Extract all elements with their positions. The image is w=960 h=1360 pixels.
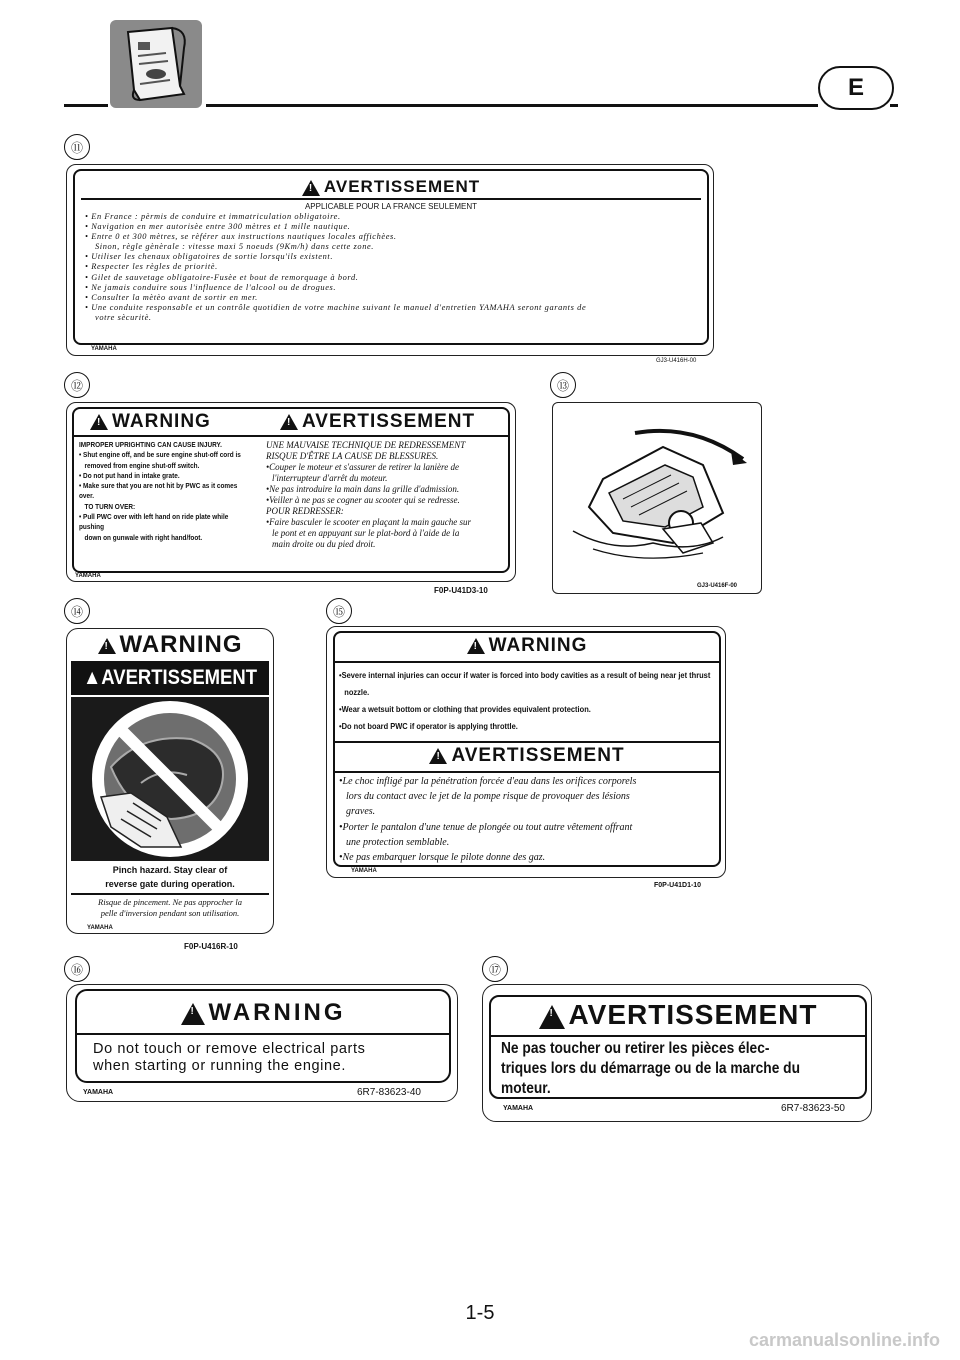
capsized-watercraft-illustration [553,403,759,591]
label-16-title: !WARNING [77,999,449,1027]
label-14-title-fr-band [71,661,269,695]
label-15-divider-3 [335,771,719,773]
page-number: 1-5 [465,1302,495,1324]
label-14-en-text [71,863,269,895]
fr-line: main droite ou du pied droit. [272,539,376,549]
en-line: Pinch hazard. Stay clear of [112,865,228,875]
body-line: triques lors du démarrage ou de la marche du [501,1060,800,1077]
header-rule-end [890,104,898,107]
en-line: • Do not put hand in intake grate. [79,472,180,480]
label-15-code: F0P-U41D1-10 [654,882,702,889]
label-11-body [85,212,586,323]
warning-triangle-icon [467,638,485,654]
label-14-brand: YAMAHA [87,925,113,931]
label-15-title-en: !WARNING [335,635,719,657]
en-line: reverse gate during operation. [105,879,235,889]
body-line: when starting or running the engine. [93,1058,346,1074]
label-12-title-en: !WARNING [90,411,211,433]
fr-line: graves. [346,806,376,818]
en-line: • Make sure that you are not hit by PWC as it comes over. [79,483,238,501]
label-11-line: • Entre 0 et 300 mètres, se rèférer aux instructions nautiques locales affichèes. [85,232,397,242]
label-17-body [501,1039,862,1099]
label-11-line: • Une conduite responsable et un contrôle quotidien de votre machine suivant le manuel d'entretien YAMAHA seront garants de [85,302,587,312]
label-15-en-body [339,667,717,735]
label-14 [66,628,274,934]
en-line: •Do not board PWC if operator is applying throttle. [339,721,518,731]
fr-line: •Ne pas introduire la main dans la grille d'admission. [266,484,460,494]
label-13 [552,402,762,594]
fr-line: pelle d'inversion pendant son utilisation. [100,908,240,918]
label-16-code: 6R7-83623-40 [357,1087,421,1098]
label-11-line: • Gilet de sauvetage obligatoire-Fusèe et bout de remorquage à bord. [85,272,359,282]
fr-line: •Veiller à ne pas se cogner au scooter qui se redresse. [266,495,460,505]
label-15-title-fr: !AVERTISSEMENT [335,745,719,767]
label-15-fr-body [339,774,636,865]
label-14-title-en: !WARNING [67,631,273,659]
en-line: • Pull PWC over with left hand on ride plate while pushing [79,514,229,532]
manual-book-icon [110,20,202,108]
label-11-line: • Ne jamais conduire sous l'influence de l'alcool ou de drogues. [85,282,337,292]
fr-line: le pont et en appuyant sur le plat-bord à l'aide de la [272,528,460,538]
label-12-fr-body [266,440,471,550]
en-line: •Severe internal injuries can occur if water is forced into body cavities as a result of being near jet thrust [339,670,711,680]
label-11-line: • Navigation en mer autorisèe entre 300 mètres et 1 mille nautique. [85,222,351,232]
label-12-brand: YAMAHA [75,573,101,579]
label-number-17: ⑰ [482,956,508,982]
label-17-divider [491,1035,865,1037]
body-line: moteur. [501,1080,551,1097]
label-number-12: ⑫ [64,372,90,398]
label-11-line: • Utiliser les chenaux obligatoires de sortie lorsqu'ils existent. [85,252,334,262]
body-line: Ne pas toucher ou retirer les pièces élec- [501,1040,770,1057]
label-12-divider [74,435,508,437]
label-17 [482,984,872,1122]
label-12-en-body [79,441,245,544]
warning-triangle-icon [181,1003,205,1025]
label-11-line: Sinon, règle gènèrale : vitesse maxi 5 noeuds (9Km/h) dans cette zone. [95,242,375,252]
header-rule-right [206,104,818,107]
warning-triangle-icon [90,414,108,430]
en-line: nozzle. [344,687,370,697]
label-14-pictogram [71,697,269,861]
label-17-frame [489,995,867,1099]
no-hands-prohibition-icon [71,697,269,861]
label-11-title: !AVERTISSEMENT [75,177,707,197]
warning-triangle-icon [429,748,447,764]
warning-triangle-icon [539,1005,565,1029]
label-16 [66,984,458,1102]
label-12-frame [72,407,510,573]
label-12-title-fr: ! AVERTISSEMENT [280,411,475,433]
label-15-frame [333,631,721,867]
label-11-frame [73,169,709,345]
fr-line: POUR REDRESSER: [266,506,344,516]
fr-line: •Porter le pantalon d'une tenue de plongée ou tout autre vêtement offrant [339,821,633,833]
en-line: down on gunwale with right hand/foot. [84,534,203,542]
label-11 [66,164,714,356]
header-rule-left [64,104,108,107]
en-line: removed from engine shut-off switch. [84,462,200,470]
label-11-line: • Consulter la mètèo avant de sortir en mer. [85,292,258,302]
label-number-15: ⑮ [326,598,352,624]
label-12-code: F0P-U41D3-10 [434,586,488,595]
fr-line: Risque de pincement. Ne pas approcher la [98,897,242,907]
label-number-11: ⑪ [64,134,90,160]
label-15-brand: YAMAHA [351,868,377,874]
fr-line: UNE MAUVAISE TECHNIQUE DE REDRESSEMENT [266,440,466,450]
en-line: • Shut engine off, and be sure engine shut-off cord is [79,452,241,460]
fr-line: l'interrupteur d'arrêt du moteur. [272,473,388,483]
label-14-fr-text [71,897,269,919]
fr-line: lors du contact avec le jet de la pompe risque de provoquer des lésions [346,791,630,803]
label-11-brand: YAMAHA [91,346,117,352]
fr-line: •Couper le moteur et s'assurer de retirer la lanière de [266,462,459,472]
footer-watermark: carmanualsonline.info [748,1330,940,1350]
label-13-code: GJ3-U416F-00 [697,583,738,589]
warning-triangle-icon [98,638,116,654]
label-11-line: votre sècuritè. [95,312,152,322]
label-17-title: !AVERTISSEMENT [491,999,865,1031]
fr-line: •Faire basculer le scooter en plaçant la main gauche sur [266,517,472,527]
fr-line: •Le choc infligé par la pénétration forcée d'eau dans les orifices corporels [339,776,637,787]
label-number-13: ⑬ [550,372,576,398]
label-number-16: ⑯ [64,956,90,982]
label-16-brand: YAMAHA [83,1089,114,1096]
warning-triangle-icon [302,180,320,196]
label-11-divider [81,198,701,200]
label-11-subtitle: APPLICABLE POUR LA FRANCE SEULEMENT [304,202,478,211]
label-11-line: • En France : pèrmis de conduire et immatriculation obligatoire. [85,212,341,221]
label-11-code: GJ3-U416H-00 [656,358,697,364]
label-16-frame [75,989,451,1083]
label-15 [326,626,726,878]
warning-triangle-icon [280,414,298,430]
warning-triangle-icon: ▲ [82,666,102,689]
en-line: TO TURN OVER: [84,503,136,511]
en-line: IMPROPER UPRIGHTING CAN CAUSE INJURY. [79,442,222,449]
label-14-title-fr: ▲AVERTISSEMENT [82,666,258,689]
label-15-divider-2 [335,741,719,743]
en-line: •Wear a wetsuit bottom or clothing that provides equivalent protection. [339,704,591,714]
label-11-line: • Respecter les règles de prioritè. [85,262,218,272]
label-17-code: 6R7-83623-50 [781,1103,845,1114]
language-badge: E [818,66,894,110]
fr-line: une protection semblable. [346,836,450,848]
fr-line: RISQUE D'ÊTRE LA CAUSE DE BLESSURES. [266,451,439,461]
label-15-divider-1 [335,661,719,663]
label-16-divider [77,1033,449,1035]
label-14-code: F0P-U416R-10 [184,942,238,951]
label-number-14: ⑭ [64,598,90,624]
label-16-body [93,1041,365,1075]
body-line: Do not touch or remove electrical parts [93,1041,366,1057]
label-12 [66,402,516,582]
label-17-brand: YAMAHA [503,1105,534,1112]
fr-line: •Ne pas embarquer lorsque le pilote donne des gaz. [339,852,546,864]
